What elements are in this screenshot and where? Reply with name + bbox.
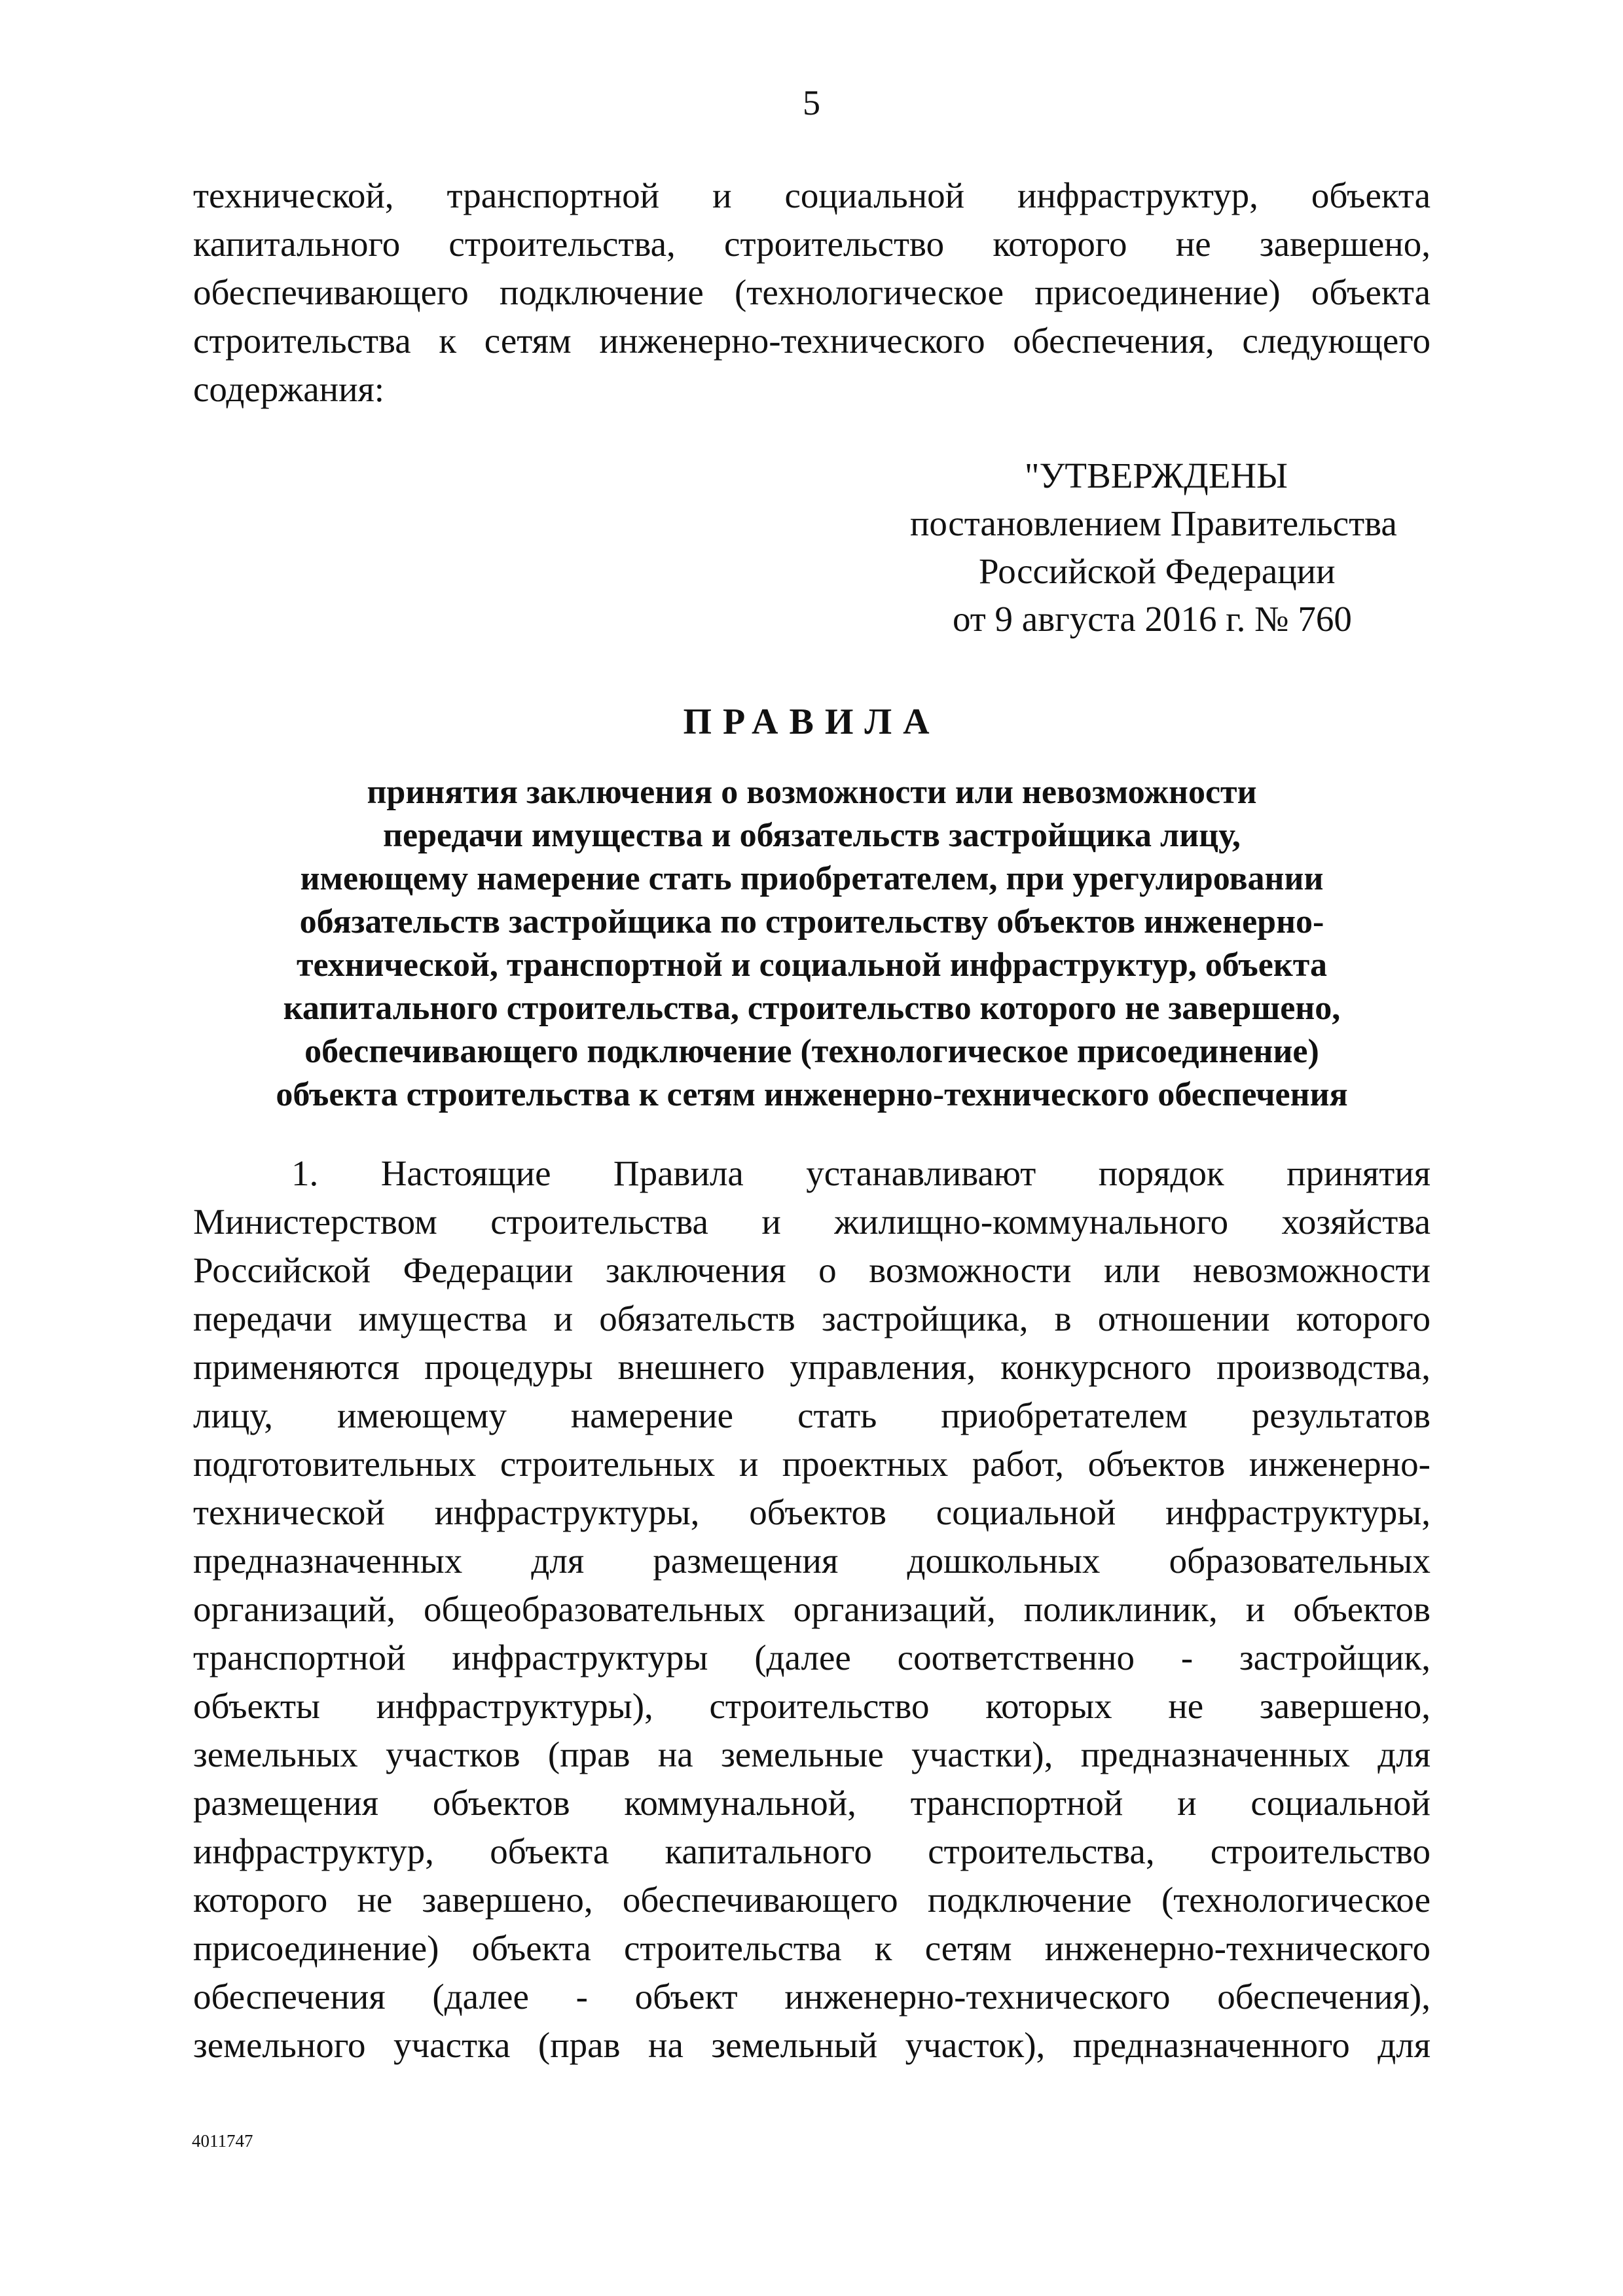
paragraph-line: земельного участка (прав на земельный участок), предназначенного для [193,2025,1431,2065]
approval-stamp-block [910,452,1434,643]
approval-title: "УТВЕРЖДЕНЫ [1025,456,1288,495]
paragraph-line: применяются процедуры внешнего управления, конкурсного производства, [193,1347,1431,1387]
approval-line: Российской Федерации [979,551,1336,591]
intro-line: обеспечивающего подключение (технологическое присоединение) объекта [193,272,1431,312]
paragraph-line: объекты инфраструктуры), строительство которых не завершено, [193,1686,1431,1726]
paragraph-line: транспортной инфраструктуры (далее соответственно - застройщик, [193,1638,1431,1677]
paragraph-line: технической инфраструктуры, объектов социальной инфраструктуры, [193,1492,1431,1532]
paragraph-line: инфраструктур, объекта капитального строительства, строительство [193,1831,1431,1871]
document-subtitle [193,771,1431,1117]
subtitle-line: объекта строительства к сетям инженерно-технического обеспечения [276,1076,1348,1113]
approval-line: постановлением Правительства [910,503,1397,543]
document-title: ПРАВИЛА [683,702,941,742]
paragraph-line: размещения объектов коммунальной, транспортной и социальной [193,1783,1431,1823]
subtitle-line: капитального строительства, строительство которого не завершено, [283,990,1341,1027]
subtitle-line: имеющему намерение стать приобретателем, при урегулировании [300,860,1324,897]
paragraph-line: Российской Федерации заключения о возможности или невозможности [193,1250,1431,1290]
page-number: 5 [803,83,820,122]
paragraph-line: организаций, общеобразовательных организаций, поликлиник, и объектов [193,1589,1431,1629]
footer-document-code: 4011747 [192,2131,253,2151]
subtitle-line: передачи имущества и обязательств застройщика лицу, [383,817,1241,854]
intro-line: капитального строительства, строительство которого не завершено, [193,224,1431,264]
intro-line: технической, транспортной и социальной инфраструктур, объекта [193,175,1431,215]
intro-paragraph [193,171,1431,414]
approval-line: от 9 августа 2016 г. № 760 [953,599,1352,639]
intro-line: строительства к сетям инженерно-технического обеспечения, следующего [193,321,1431,361]
subtitle-line: принятия заключения о возможности или невозможности [367,774,1257,811]
subtitle-line: обеспечивающего подключение (технологическое присоединение) [304,1033,1319,1070]
paragraph-line: лицу, имеющему намерение стать приобретателем результатов [193,1395,1431,1435]
intro-line: содержания: [193,369,385,409]
paragraph-line: Министерством строительства и жилищно-коммунального хозяйства [193,1202,1431,1242]
subtitle-line: технической, транспортной и социальной инфраструктур, объекта [297,946,1327,984]
paragraph-line: земельных участков (прав на земельные участки), предназначенных для [193,1734,1431,1774]
subtitle-line: обязательств застройщика по строительству объектов инженерно- [299,903,1324,941]
paragraph-line: присоединение) объекта строительства к сетям инженерно-технического [193,1928,1431,1968]
paragraph-line: которого не завершено, обеспечивающего подключение (технологическое [193,1880,1431,1920]
paragraph-line: предназначенных для размещения дошкольных образовательных [193,1541,1431,1581]
paragraph-1 [193,1149,1431,2070]
paragraph-line: обеспечения (далее - объект инженерно-технического обеспечения), [193,1977,1431,2017]
paragraph-line: передачи имущества и обязательств застройщика, в отношении которого [193,1299,1431,1338]
paragraph-line: 1. Настоящие Правила устанавливают порядок принятия [291,1153,1431,1193]
paragraph-line: подготовительных строительных и проектных работ, объектов инженерно- [193,1444,1431,1484]
